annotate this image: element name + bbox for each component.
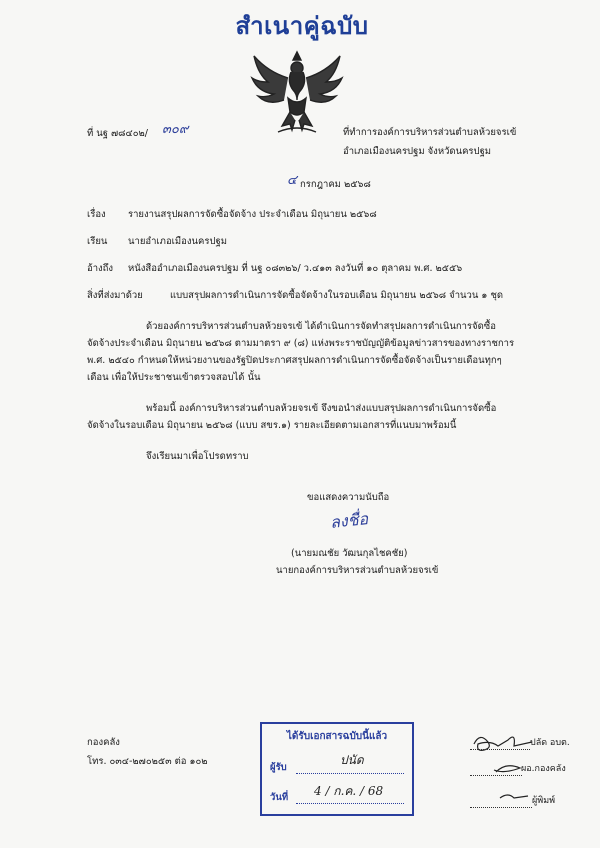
closing-line: จึงเรียนมาเพื่อโปรดทราบ — [146, 451, 249, 462]
initial-label-finance: ผอ.กองคลัง — [521, 764, 566, 774]
phone-line: โทร. ๐๓๔-๒๗๐๒๕๓ ต่อ ๑๐๒ — [87, 756, 208, 767]
receiver-value: ปนัด — [340, 753, 364, 767]
received-stamp-title: ได้รับเอกสารฉบับนี้แล้ว — [286, 731, 388, 742]
received-stamp — [260, 722, 414, 816]
garuda-emblem-icon — [248, 48, 346, 136]
body-p1-line-2: จัดจ้างประจำเดือน มิถุนายน ๒๕๖๘ ตามมาตรา ๙ (๘) แห่งพระราชบัญญัติข้อมูลข่าวสารของทางราชการ — [87, 338, 515, 349]
doc-number-handwritten: ๓๐๙ — [162, 122, 189, 137]
subject-label: เรื่อง — [87, 209, 106, 220]
body-p1-line-4: เดือน เพื่อให้ประชาชนเข้าตรวจสอบได้ นั้น — [87, 372, 261, 383]
copy-stamp: สำเนาคู่ฉบับ — [235, 12, 369, 40]
date-received-dots — [296, 802, 404, 804]
respect-line: ขอแสดงความนับถือ — [307, 492, 390, 503]
receiver-dots — [296, 772, 404, 774]
signatory-position: นายกองค์การบริหารส่วนตำบลห้วยจรเข้ — [276, 565, 439, 576]
date-received-value: 4 / ก.ค. / 68 — [314, 784, 384, 798]
receiver-label: ผู้รับ — [270, 762, 287, 773]
subject-text: รายงานสรุปผลการจัดซื้อจัดจ้าง ประจำเดือน มิถุนายน ๒๕๖๘ — [128, 209, 377, 220]
reference-label: อ้างถึง — [87, 263, 114, 274]
date-day-handwritten: ๔ — [287, 173, 297, 188]
initial-dots-finance — [470, 774, 522, 776]
attachment-label: สิ่งที่ส่งมาด้วย — [87, 290, 143, 301]
date-received-label: วันที่ — [270, 792, 289, 803]
initial-label-typist: ผู้พิมพ์ — [532, 796, 556, 806]
office-line-2: อำเภอเมืองนครปฐม จังหวัดนครปฐม — [343, 146, 492, 157]
date-text: กรกฎาคม ๒๕๖๘ — [300, 179, 371, 190]
body-p1-line-1: ด้วยองค์การบริหารส่วนตำบลห้วยจรเข้ ได้ดำเนินการจัดทำสรุปผลการดำเนินการจัดซื้อ — [146, 321, 496, 332]
body-p2-line-2: จัดจ้างในรอบเดือน มิถุนายน ๒๕๖๘ (แบบ สขร.๑) รายละเอียดตามเอกสารที่แนบมาพร้อมนี้ — [87, 420, 457, 431]
division-label: กองคลัง — [87, 737, 120, 748]
initial-dots-chief — [470, 748, 530, 750]
body-p2-line-1: พร้อมนี้ องค์การบริหารส่วนตำบลห้วยจรเข้ จึงขอนำส่งแบบสรุปผลการดำเนินการจัดซื้อ — [146, 403, 497, 414]
office-line-1: ที่ทำการองค์การบริหารส่วนตำบลห้วยจรเข้ — [343, 127, 517, 138]
signatory-name: (นายมณชัย วัฒนกุลไชคชัย) — [291, 548, 408, 559]
to-text: นายอำเภอเมืองนครปฐม — [128, 236, 227, 247]
reference-text: หนังสืออำเภอเมืองนครปฐม ที่ นฐ ๐๘๓๒๖/ ว.๔๑๓ ลงวันที่ ๑๐ ตุลาคม พ.ศ. ๒๕๕๖ — [128, 263, 463, 274]
initial-dots-typist — [470, 806, 532, 808]
initial-label-chief: ปลัด อบต. — [530, 738, 570, 748]
to-label: เรียน — [87, 236, 108, 247]
doc-number-label: ที่ นฐ ๗๘๔๐๒/ — [87, 128, 148, 139]
attachment-text: แบบสรุปผลการดำเนินการจัดซื้อจัดจ้างในรอบเดือน มิถุนายน ๒๕๖๘ จำนวน ๑ ชุด — [170, 290, 504, 301]
signature: ลงชื่อ — [329, 509, 369, 532]
body-p1-line-3: พ.ศ. ๒๕๔๐ กำหนดให้หน่วยงานของรัฐปิดประกาศสรุปผลการดำเนินการจัดซื้อจัดจ้างเป็นรายเดือนทุกๆ — [87, 355, 502, 366]
